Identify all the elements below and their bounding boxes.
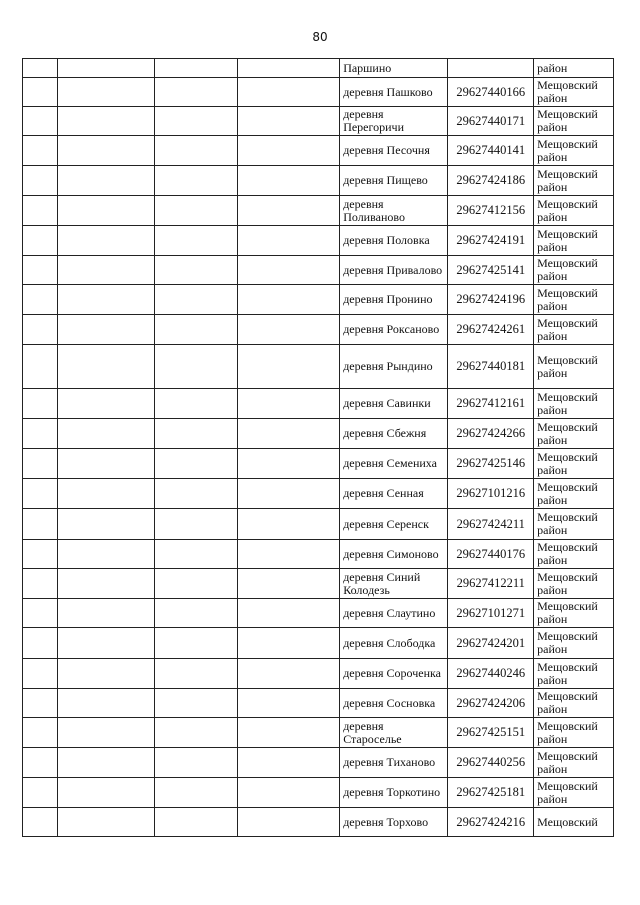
empty-cell [23, 226, 58, 256]
table-row [23, 345, 614, 389]
empty-cell [23, 778, 58, 808]
empty-cell [155, 778, 238, 808]
empty-cell [23, 166, 58, 196]
empty-cell [23, 659, 58, 689]
empty-cell [23, 808, 58, 837]
oktmo-code: 29627412211 [448, 569, 534, 599]
table-row [23, 449, 614, 479]
empty-cell [155, 808, 238, 837]
table-row [23, 540, 614, 569]
empty-cell [155, 599, 238, 628]
empty-cell [23, 345, 58, 389]
empty-cell [155, 540, 238, 569]
district-name: Мещовский район [534, 226, 614, 256]
oktmo-code: 29627101271 [448, 599, 534, 628]
empty-cell [238, 256, 340, 285]
empty-cell [155, 285, 238, 315]
settlement-name: деревня Серенск [340, 509, 448, 540]
settlement-name: деревня Савинки [340, 389, 448, 419]
empty-cell [58, 78, 155, 107]
empty-cell [23, 315, 58, 345]
empty-cell [58, 659, 155, 689]
empty-cell [238, 419, 340, 449]
oktmo-code: 29627440256 [448, 748, 534, 778]
oktmo-code: 29627440171 [448, 107, 534, 136]
empty-cell [155, 479, 238, 509]
table-row [23, 479, 614, 509]
settlement-name: деревня Семениха [340, 449, 448, 479]
empty-cell [155, 389, 238, 419]
empty-cell [238, 59, 340, 78]
empty-cell [23, 599, 58, 628]
empty-cell [155, 256, 238, 285]
empty-cell [238, 166, 340, 196]
empty-cell [155, 449, 238, 479]
empty-cell [155, 628, 238, 659]
table-row [23, 389, 614, 419]
empty-cell [58, 509, 155, 540]
settlement-name: деревня Староселье [340, 718, 448, 748]
table-row [23, 628, 614, 659]
district-name: Мещовский район [534, 748, 614, 778]
oktmo-code: 29627101216 [448, 479, 534, 509]
empty-cell [23, 419, 58, 449]
empty-cell [155, 659, 238, 689]
settlement-name: деревня Тиханово [340, 748, 448, 778]
settlement-name: деревня Пищево [340, 166, 448, 196]
empty-cell [58, 315, 155, 345]
settlement-name: деревня Торхово [340, 808, 448, 837]
empty-cell [238, 136, 340, 166]
empty-cell [23, 389, 58, 419]
district-name: Мещовский район [534, 419, 614, 449]
empty-cell [58, 540, 155, 569]
settlement-name: деревня Сороченка [340, 659, 448, 689]
empty-cell [23, 569, 58, 599]
table-row [23, 166, 614, 196]
settlement-name: деревня Слободка [340, 628, 448, 659]
table-row [23, 226, 614, 256]
district-name: Мещовский район [534, 345, 614, 389]
empty-cell [58, 778, 155, 808]
empty-cell [238, 628, 340, 659]
settlement-name: деревня Пашково [340, 78, 448, 107]
table-row [23, 718, 614, 748]
settlement-name: деревня Сбежня [340, 419, 448, 449]
empty-cell [238, 718, 340, 748]
empty-cell [23, 196, 58, 226]
empty-cell [155, 718, 238, 748]
empty-cell [238, 389, 340, 419]
district-name: Мещовский район [534, 449, 614, 479]
settlement-name: деревня Синий Колодезь [340, 569, 448, 599]
table-row [23, 285, 614, 315]
empty-cell [23, 78, 58, 107]
district-name: Мещовский район [534, 659, 614, 689]
empty-cell [238, 285, 340, 315]
settlement-name: деревня Привалово [340, 256, 448, 285]
empty-cell [58, 107, 155, 136]
empty-cell [23, 107, 58, 136]
district-name: Мещовский район [534, 389, 614, 419]
empty-cell [238, 808, 340, 837]
empty-cell [58, 196, 155, 226]
oktmo-code: 29627412161 [448, 389, 534, 419]
empty-cell [58, 748, 155, 778]
district-name: Мещовский район [534, 166, 614, 196]
oktmo-code: 29627424266 [448, 419, 534, 449]
settlement-name: деревня Песочня [340, 136, 448, 166]
empty-cell [23, 628, 58, 659]
empty-cell [23, 540, 58, 569]
empty-cell [58, 285, 155, 315]
empty-cell [238, 107, 340, 136]
empty-cell [238, 509, 340, 540]
district-name: Мещовский район [534, 136, 614, 166]
table-row [23, 59, 614, 78]
district-name: Мещовский район [534, 256, 614, 285]
empty-cell [155, 78, 238, 107]
district-name: Мещовский район [534, 107, 614, 136]
empty-cell [23, 256, 58, 285]
district-name: Мещовский район [534, 540, 614, 569]
district-name: Мещовский район [534, 285, 614, 315]
empty-cell [58, 136, 155, 166]
empty-cell [155, 136, 238, 166]
empty-cell [238, 449, 340, 479]
table-row [23, 136, 614, 166]
table-row [23, 778, 614, 808]
empty-cell [238, 315, 340, 345]
empty-cell [155, 345, 238, 389]
empty-cell [238, 196, 340, 226]
empty-cell [155, 59, 238, 78]
district-name: Мещовский район [534, 689, 614, 718]
empty-cell [58, 689, 155, 718]
district-name: Мещовский район [534, 78, 614, 107]
table-row [23, 569, 614, 599]
empty-cell [155, 509, 238, 540]
empty-cell [238, 599, 340, 628]
empty-cell [23, 285, 58, 315]
empty-cell [58, 628, 155, 659]
table-row [23, 315, 614, 345]
district-name: район [534, 59, 614, 78]
table-row [23, 419, 614, 449]
settlement-name: деревня Пронино [340, 285, 448, 315]
table-row [23, 808, 614, 837]
settlement-name: деревня Перегоричи [340, 107, 448, 136]
table-body [23, 59, 614, 837]
empty-cell [155, 748, 238, 778]
table-row [23, 107, 614, 136]
oktmo-code: 29627440176 [448, 540, 534, 569]
oktmo-code: 29627424261 [448, 315, 534, 345]
empty-cell [58, 256, 155, 285]
district-name: Мещовский [534, 808, 614, 837]
empty-cell [58, 166, 155, 196]
empty-cell [155, 569, 238, 599]
empty-cell [238, 569, 340, 599]
empty-cell [155, 226, 238, 256]
empty-cell [23, 748, 58, 778]
settlement-name: деревня Роксаново [340, 315, 448, 345]
empty-cell [23, 59, 58, 78]
empty-cell [58, 389, 155, 419]
oktmo-code: 29627440246 [448, 659, 534, 689]
settlement-name: деревня Сенная [340, 479, 448, 509]
empty-cell [58, 419, 155, 449]
empty-cell [238, 226, 340, 256]
oktmo-code: 29627440181 [448, 345, 534, 389]
district-name: Мещовский район [534, 628, 614, 659]
empty-cell [58, 479, 155, 509]
settlement-name: деревня Симоново [340, 540, 448, 569]
empty-cell [155, 315, 238, 345]
oktmo-code: 29627425181 [448, 778, 534, 808]
empty-cell [58, 808, 155, 837]
empty-cell [155, 196, 238, 226]
settlement-name: деревня Сосновка [340, 689, 448, 718]
table-row [23, 748, 614, 778]
oktmo-code: 29627424196 [448, 285, 534, 315]
empty-cell [238, 540, 340, 569]
empty-cell [155, 107, 238, 136]
oktmo-code: 29627440141 [448, 136, 534, 166]
district-name: Мещовский район [534, 196, 614, 226]
empty-cell [238, 778, 340, 808]
empty-cell [155, 689, 238, 718]
settlements-table [22, 58, 614, 837]
empty-cell [23, 479, 58, 509]
empty-cell [58, 569, 155, 599]
district-name: Мещовский район [534, 479, 614, 509]
oktmo-code: 29627424191 [448, 226, 534, 256]
table-row [23, 78, 614, 107]
empty-cell [155, 166, 238, 196]
settlement-name: деревня Рындино [340, 345, 448, 389]
district-name: Мещовский район [534, 315, 614, 345]
settlement-name: деревня Торкотино [340, 778, 448, 808]
oktmo-code: 29627425151 [448, 718, 534, 748]
empty-cell [58, 226, 155, 256]
table-row [23, 256, 614, 285]
empty-cell [58, 599, 155, 628]
empty-cell [238, 748, 340, 778]
settlement-name: деревня Половка [340, 226, 448, 256]
district-name: Мещовский район [534, 569, 614, 599]
empty-cell [58, 345, 155, 389]
empty-cell [23, 136, 58, 166]
settlement-name: деревня Слаутино [340, 599, 448, 628]
empty-cell [58, 59, 155, 78]
oktmo-code: 29627425141 [448, 256, 534, 285]
oktmo-code: 29627424201 [448, 628, 534, 659]
oktmo-code: 29627424211 [448, 509, 534, 540]
district-name: Мещовский район [534, 509, 614, 540]
district-name: Мещовский район [534, 599, 614, 628]
settlement-name: Паршино [340, 59, 448, 78]
table-row [23, 196, 614, 226]
empty-cell [58, 449, 155, 479]
empty-cell [238, 345, 340, 389]
empty-cell [23, 509, 58, 540]
table-row [23, 689, 614, 718]
empty-cell [58, 718, 155, 748]
empty-cell [155, 419, 238, 449]
empty-cell [238, 78, 340, 107]
page-number: 80 [312, 30, 328, 44]
oktmo-code: 29627425146 [448, 449, 534, 479]
empty-cell [23, 449, 58, 479]
table-row [23, 599, 614, 628]
oktmo-code: 29627412156 [448, 196, 534, 226]
oktmo-code: 29627424206 [448, 689, 534, 718]
oktmo-code: 29627424216 [448, 808, 534, 837]
settlement-name: деревня Поливаново [340, 196, 448, 226]
oktmo-code: 29627424186 [448, 166, 534, 196]
table-row [23, 509, 614, 540]
empty-cell [238, 659, 340, 689]
empty-cell [23, 689, 58, 718]
empty-cell [23, 718, 58, 748]
district-name: Мещовский район [534, 778, 614, 808]
oktmo-code [448, 59, 534, 78]
empty-cell [238, 689, 340, 718]
empty-cell [238, 479, 340, 509]
district-name: Мещовский район [534, 718, 614, 748]
table-row [23, 659, 614, 689]
oktmo-code: 29627440166 [448, 78, 534, 107]
